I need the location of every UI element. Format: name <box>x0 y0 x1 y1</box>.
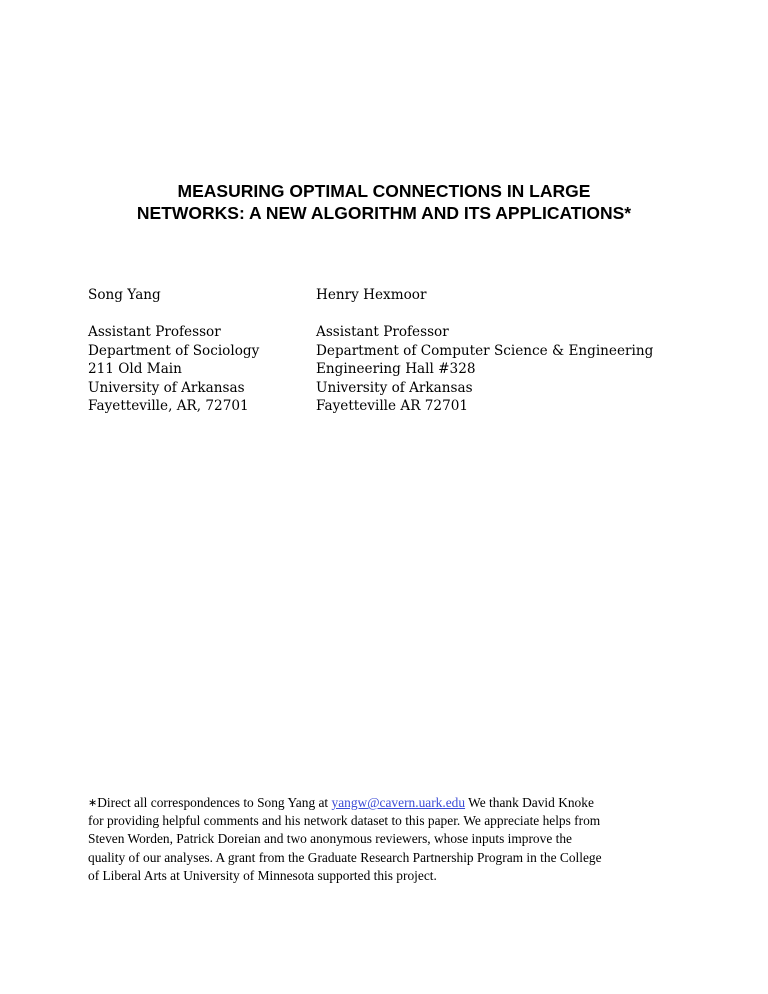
author-1-university: University of Arkansas <box>88 379 245 396</box>
footnote-text-start: Direct all correspondences to Song Yang at <box>97 795 332 810</box>
author-2-city: Fayetteville AR 72701 <box>316 398 469 414</box>
author-2-title: Assistant Professor <box>316 324 449 340</box>
author-1-department: Department of Sociology <box>88 342 260 359</box>
author-1-city: Fayetteville, AR, 72701 <box>88 398 249 414</box>
email-link[interactable]: yangw@cavern.uark.edu <box>331 795 466 810</box>
author-1-office: 211 Old Main <box>88 361 182 377</box>
author-2-department: Department of Computer Science & Engineering <box>316 342 654 359</box>
footnote-marker: ∗ <box>88 797 98 809</box>
footnote-line-5: of Liberal Arts at University of Minnesota supported this project. <box>88 867 437 883</box>
paper-title <box>0 180 768 224</box>
title-line-1: MEASURING OPTIMAL CONNECTIONS IN LARGE <box>177 181 591 201</box>
footnote-text-end: We thank David Knoke <box>465 795 594 810</box>
author-2-office: Engineering Hall #328 <box>316 361 476 377</box>
footnote-line-3: Steven Worden, Patrick Doreian and two anonymous reviewers, whose inputs improve the <box>88 831 572 847</box>
footnote-line-4: quality of our analyses. A grant from the Graduate Research Partnership Program in the College <box>88 849 602 865</box>
author-2-university: University of Arkansas <box>316 379 473 396</box>
correspondence-footnote <box>88 794 688 885</box>
footnote-line-1 <box>88 794 688 812</box>
author-2-name: Henry Hexmoor <box>316 287 427 303</box>
author-1-title: Assistant Professor <box>88 324 221 340</box>
footnote-line-2: for providing helpful comments and his network dataset to this paper. We appreciate helps from <box>88 813 601 829</box>
author-2-affiliation <box>316 323 653 416</box>
title-line-2: NETWORKS: A NEW ALGORITHM AND ITS APPLICATIONS* <box>136 203 632 223</box>
author-1-name: Song Yang <box>88 287 161 303</box>
author-1-affiliation <box>88 323 259 416</box>
